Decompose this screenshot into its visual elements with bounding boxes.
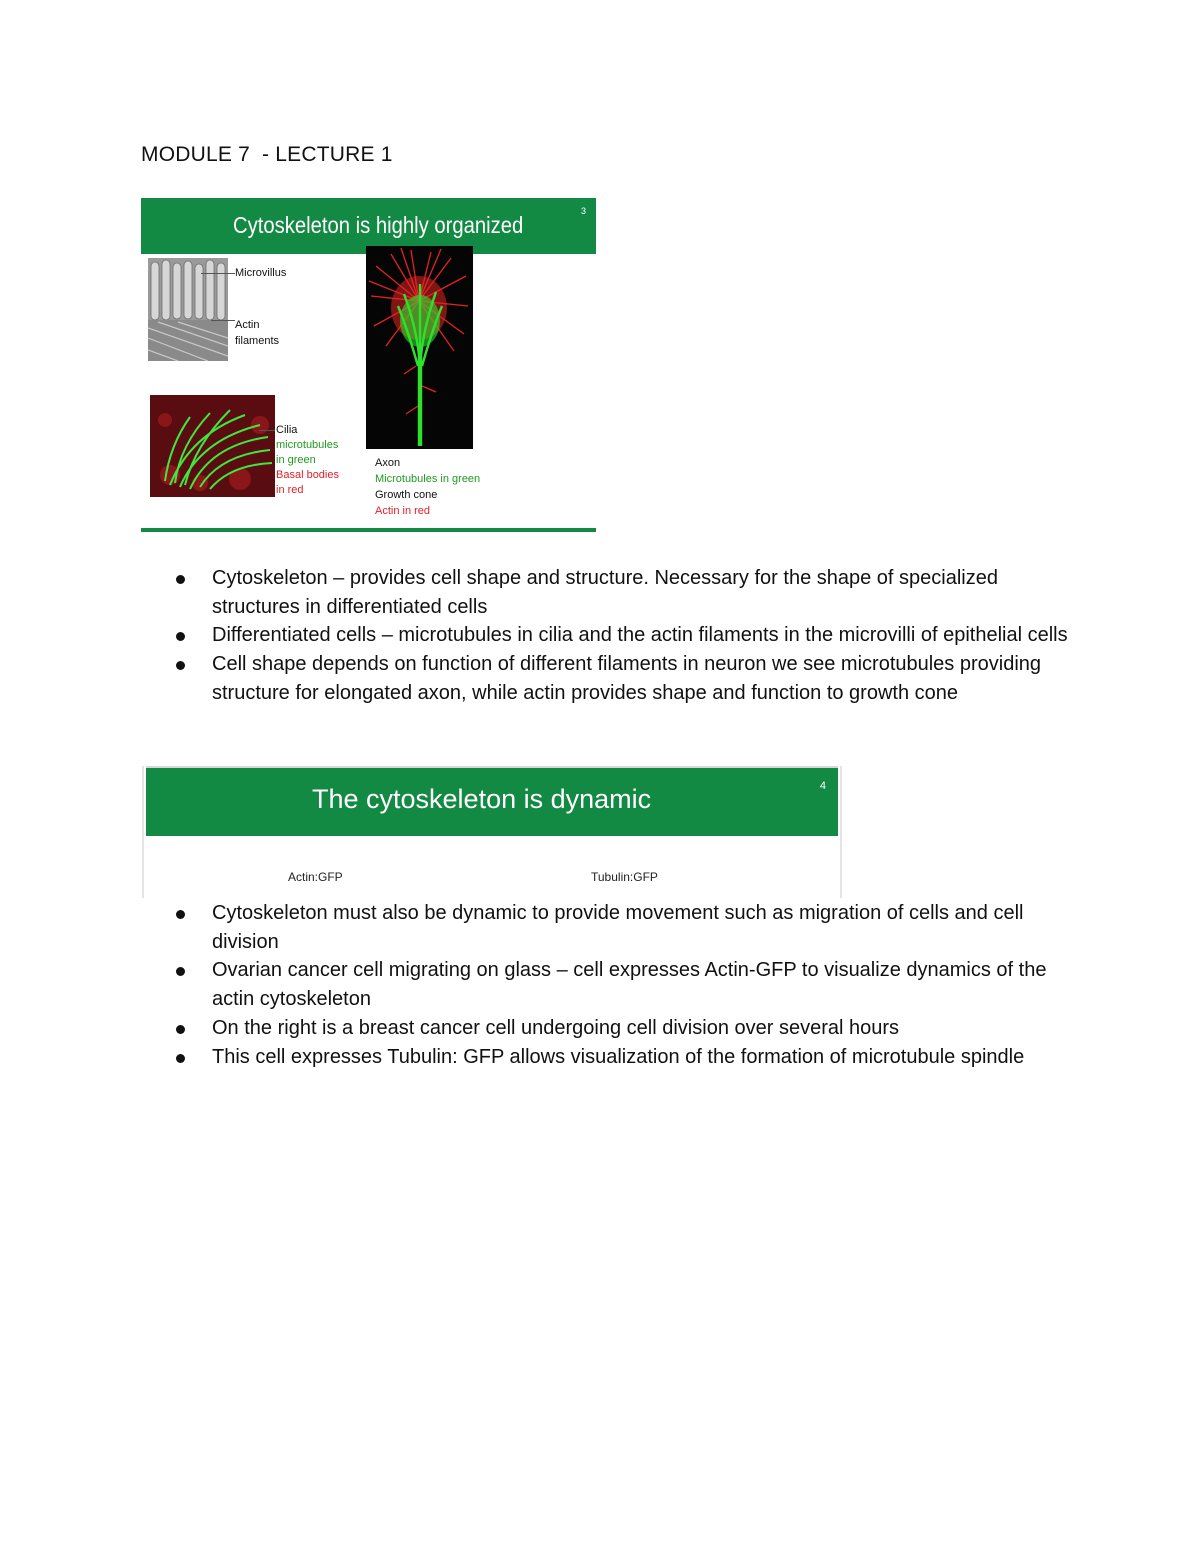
- bullet-dot: [176, 967, 185, 976]
- bullet-dot: [176, 1025, 185, 1034]
- list-item: This cell expresses Tubulin: GFP allows visualization of the formation of microtubule spindle: [0, 1043, 1072, 1072]
- label-in-red: in red: [276, 484, 304, 496]
- bullet-dot: [176, 910, 185, 919]
- slide-number: 4: [819, 780, 826, 792]
- slide-title: The cytoskeleton is dynamic: [312, 784, 652, 814]
- slide-cytoskeleton-dynamic: [142, 766, 842, 898]
- cilia-leader: [259, 430, 275, 431]
- list-item: Cytoskeleton must also be dynamic to provide movement such as migration of cells and cell division: [0, 899, 1072, 956]
- label-axon-microtubules: Microtubules in green: [375, 473, 481, 485]
- label-cilia: Cilia: [276, 424, 298, 436]
- list-item: Ovarian cancer cell migrating on glass – cell expresses Actin-GFP to visualize dynamics of the actin cytoskeleton: [0, 956, 1072, 1013]
- axon-growth-cone-micrograph: [366, 246, 473, 449]
- slide-cytoskeleton-organized: [141, 198, 596, 536]
- label-in-green: in green: [276, 454, 316, 466]
- bullet-list-dynamics: [0, 899, 1200, 1071]
- label-tubulin-gfp: Tubulin:GFP: [591, 870, 658, 884]
- slide-title: Cytoskeleton is highly organized: [233, 212, 524, 238]
- label-actin-gfp: Actin:GFP: [288, 870, 343, 884]
- label-axon: Axon: [375, 457, 401, 469]
- bullet-list-organization: [0, 564, 1200, 708]
- label-actin-in-red: Actin in red: [375, 505, 431, 517]
- actin-leader: [211, 320, 235, 321]
- label-microvillus: Microvillus: [235, 267, 287, 279]
- bullet-dot: [176, 661, 185, 670]
- cilia-micrograph: [150, 395, 275, 497]
- label-basal-bodies: Basal bodies: [276, 469, 339, 481]
- list-item: Differentiated cells – microtubules in cilia and the actin filaments in the microvilli of epithelial cells: [0, 621, 1072, 650]
- slide-bottom-rule: [141, 528, 596, 532]
- bullet-dot: [176, 1054, 185, 1063]
- microvillus-leader: [201, 273, 235, 274]
- list-item: Cytoskeleton – provides cell shape and structure. Necessary for the shape of specialized structures in differentiated cells: [0, 564, 1072, 621]
- page-heading: MODULE 7 - LECTURE 1: [141, 143, 393, 166]
- list-item: Cell shape depends on function of different filaments in neuron we see microtubules providing structure for elongated axon, while actin provides shape and function to growth cone: [0, 650, 1072, 707]
- bullet-dot: [176, 575, 185, 584]
- slide-title-bar: [146, 766, 838, 836]
- list-item: On the right is a breast cancer cell undergoing cell division over several hours: [0, 1014, 1072, 1043]
- label-microtubules: microtubules: [276, 439, 339, 451]
- label-actin: Actin: [235, 319, 260, 331]
- label-growth-cone: Growth cone: [375, 489, 438, 501]
- label-filaments: filaments: [235, 335, 280, 347]
- slide-number: 3: [580, 206, 586, 216]
- bullet-dot: [176, 632, 185, 641]
